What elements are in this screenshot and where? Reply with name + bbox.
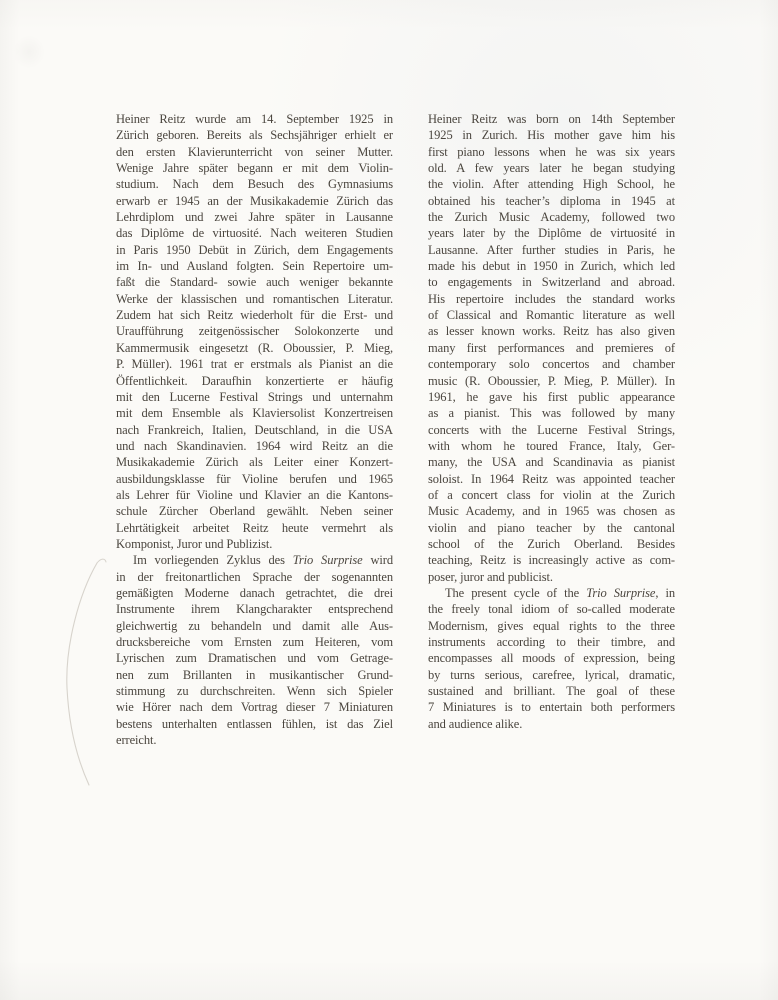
- text-line: das Diplôme de virtuosité. Nach weiteren Studien: [116, 226, 393, 241]
- text-line: soloist. In 1964 Reitz was appointed teacher: [428, 471, 675, 486]
- text-line: Komponist, Juror und Publizist.: [116, 536, 273, 551]
- text-line: Heiner Reitz was born on 14th September: [428, 112, 675, 126]
- text-line: [428, 585, 675, 601]
- text-line: sustained and brilliant. The goal of these: [428, 684, 675, 699]
- text-line: with whom he toured France, Italy, Ger-: [428, 438, 675, 453]
- text-line: obtained his teacher’s diploma in 1945 at: [428, 193, 675, 208]
- text-line: studium. Nach dem Besuch des Gymnasiums: [116, 177, 393, 192]
- text-line: 1961, he gave his first public appearance: [428, 389, 675, 404]
- text-line: Werke der klassischen und romantischen Literatur.: [116, 291, 393, 306]
- work-title-italic: Trio Surprise: [586, 585, 656, 600]
- text-line: Öffentlichkeit. Daraufhin konzertierte er häufig: [116, 373, 393, 388]
- text-line: poser, juror and publicist.: [428, 569, 553, 584]
- text-line: [116, 552, 393, 568]
- text-line: Lehrdiplom und zwei Jahre später in Lausanne: [116, 210, 393, 225]
- text-line: mit den Lucerne Festival Strings und unternahm: [116, 389, 393, 404]
- text-line: bestens unterhalten entlassen fühlen, ist das Ziel: [116, 716, 393, 731]
- text-line: stimmung zu durchschreiten. Wenn sich Spieler: [116, 684, 393, 699]
- text-line: ausbildungsklasse für Violine berufen und 1965: [116, 471, 393, 486]
- text-line: school of the Zurich Oberland. Besides: [428, 536, 675, 551]
- text-segment: , in: [655, 585, 675, 600]
- text-line: concerts with the Lucerne Festival Strings,: [428, 422, 675, 437]
- text-line: in Paris 1950 Debüt in Zürich, dem Engagements: [116, 242, 393, 257]
- text-line: as a pianist. This was followed by many: [428, 406, 675, 421]
- text-line: erwarb er 1945 an der Musikakademie Zürich das: [116, 193, 393, 208]
- english-text-column: [428, 111, 675, 732]
- text-line: wie Hörer nach dem Vortrag dieser 7 Miniaturen: [116, 700, 393, 715]
- text-line: of Classical and Romantic literature as well: [428, 308, 675, 323]
- text-line: His repertoire includes the standard works: [428, 291, 675, 306]
- text-line: im In- und Ausland folgten. Sein Repertoire um-: [116, 259, 393, 274]
- text-line: years later by the Diplôme de virtuosité in: [428, 226, 675, 241]
- text-line: gemäßigten Moderne danach getrachtet, die drei: [116, 585, 393, 600]
- text-segment: Im vorliegenden Zyklus des: [133, 553, 293, 568]
- text-line: to engagements in Switzerland and abroad.: [428, 275, 675, 290]
- text-line: old. A few years later he began studying: [428, 161, 675, 176]
- text-line: first piano lessons when he was six years: [428, 144, 675, 159]
- text-line: den ersten Klavierunterricht von seiner Mutter.: [116, 144, 393, 159]
- text-line: faßt die Standard- sowie auch weniger bekannte: [116, 275, 393, 290]
- text-line: the freely tonal idiom of so-called moderate: [428, 602, 675, 617]
- text-line: erreicht.: [116, 733, 157, 748]
- pencil-mark: [57, 556, 107, 792]
- text-line: als Lehrer für Violine und Klavier an die Kantons-: [116, 487, 393, 502]
- text-line: violin and piano teacher by the cantonal: [428, 520, 675, 535]
- text-line: Zudem hat sich Reitz wiederholt für die Erst- und: [116, 308, 393, 323]
- text-segment: wird: [362, 553, 393, 568]
- text-line: Lausanne. After further studies in Paris, he: [428, 242, 675, 257]
- text-line: Instrumente ihrem Klangcharakter entsprechend: [116, 602, 393, 617]
- text-line: Wenige Jahre später begann er mit dem Violin-: [116, 161, 393, 176]
- text-line: the violin. After attending High School, he: [428, 177, 675, 192]
- text-line: by turns serious, carefree, lyrical, dramatic,: [428, 667, 675, 682]
- text-line: encompasses all moods of expression, being: [428, 651, 675, 666]
- text-line: made his debut in 1950 in Zurich, which led: [428, 259, 675, 274]
- text-line: P. Müller). 1961 trat er erstmals als Pianist an die: [116, 357, 393, 372]
- text-line: schule Zürcher Oberland gewählt. Neben seiner: [116, 504, 393, 519]
- text-line: gleichwertig zu behandeln und damit alle Aus-: [116, 618, 393, 633]
- text-line: in der freitonartlichen Sprache der sogenannten: [116, 569, 393, 584]
- text-line: as lesser known works. Reitz has also given: [428, 324, 675, 339]
- text-line: contemporary solo concertos and chamber: [428, 357, 675, 372]
- text-line: Lyrischen zum Dramatischen und vom Getrage-: [116, 651, 393, 666]
- text-line: Music Academy, and in 1965 was chosen as: [428, 504, 675, 519]
- text-line: drucksbereiche vom Ernsten zum Heiteren, vom: [116, 635, 393, 649]
- text-line: many, the USA and Scandinavia as pianist: [428, 455, 675, 470]
- text-line: Lehrtätigkeit arbeitet Reitz heute vermehrt als: [116, 520, 393, 535]
- text-line: of a concert class for violin at the Zurich: [428, 487, 675, 502]
- text-line: teaching, Reitz is increasingly active as com-: [428, 553, 675, 568]
- text-line: many first performances and premieres of: [428, 340, 675, 355]
- text-line: Kammermusik eingesetzt (R. Oboussier, P. Mieg,: [116, 340, 393, 355]
- text-line: nach Frankreich, Italien, Deutschland, in die USA: [116, 422, 393, 437]
- text-line: Uraufführung zeitgenössischer Solokonzerte und: [116, 324, 393, 339]
- text-line: Modernism, gives equal rights to the three: [428, 618, 675, 633]
- text-line: 7 Miniatures is to entertain both performers: [428, 700, 675, 715]
- german-text-column: [116, 111, 393, 748]
- text-line: music (R. Oboussier, P. Mieg, P. Müller). In: [428, 373, 675, 388]
- text-segment: The present cycle of the: [445, 585, 587, 600]
- text-line: Zürich geboren. Bereits als Sechsjähriger erhielt er: [116, 128, 393, 143]
- text-line: the Zurich Music Academy, followed two: [428, 210, 675, 225]
- text-line: und nach Skandinavien. 1964 wird Reitz an die: [116, 438, 393, 453]
- text-line: instruments according to their timbre, and: [428, 635, 675, 649]
- scan-smudge: [6, 28, 52, 76]
- text-line: 1925 in Zurich. His mother gave him his: [428, 128, 675, 143]
- text-line: nen zum Brillanten in musikantischer Grund-: [116, 667, 393, 682]
- text-line: Musikakademie Zürich als Leiter einer Konzert-: [116, 455, 393, 470]
- text-line: and audience alike.: [428, 716, 523, 731]
- text-line: mit dem Ensemble als Klaviersolist Konzertreisen: [116, 406, 393, 421]
- work-title-italic: Trio Surprise: [292, 553, 363, 568]
- text-line: Heiner Reitz wurde am 14. September 1925 in: [116, 112, 393, 126]
